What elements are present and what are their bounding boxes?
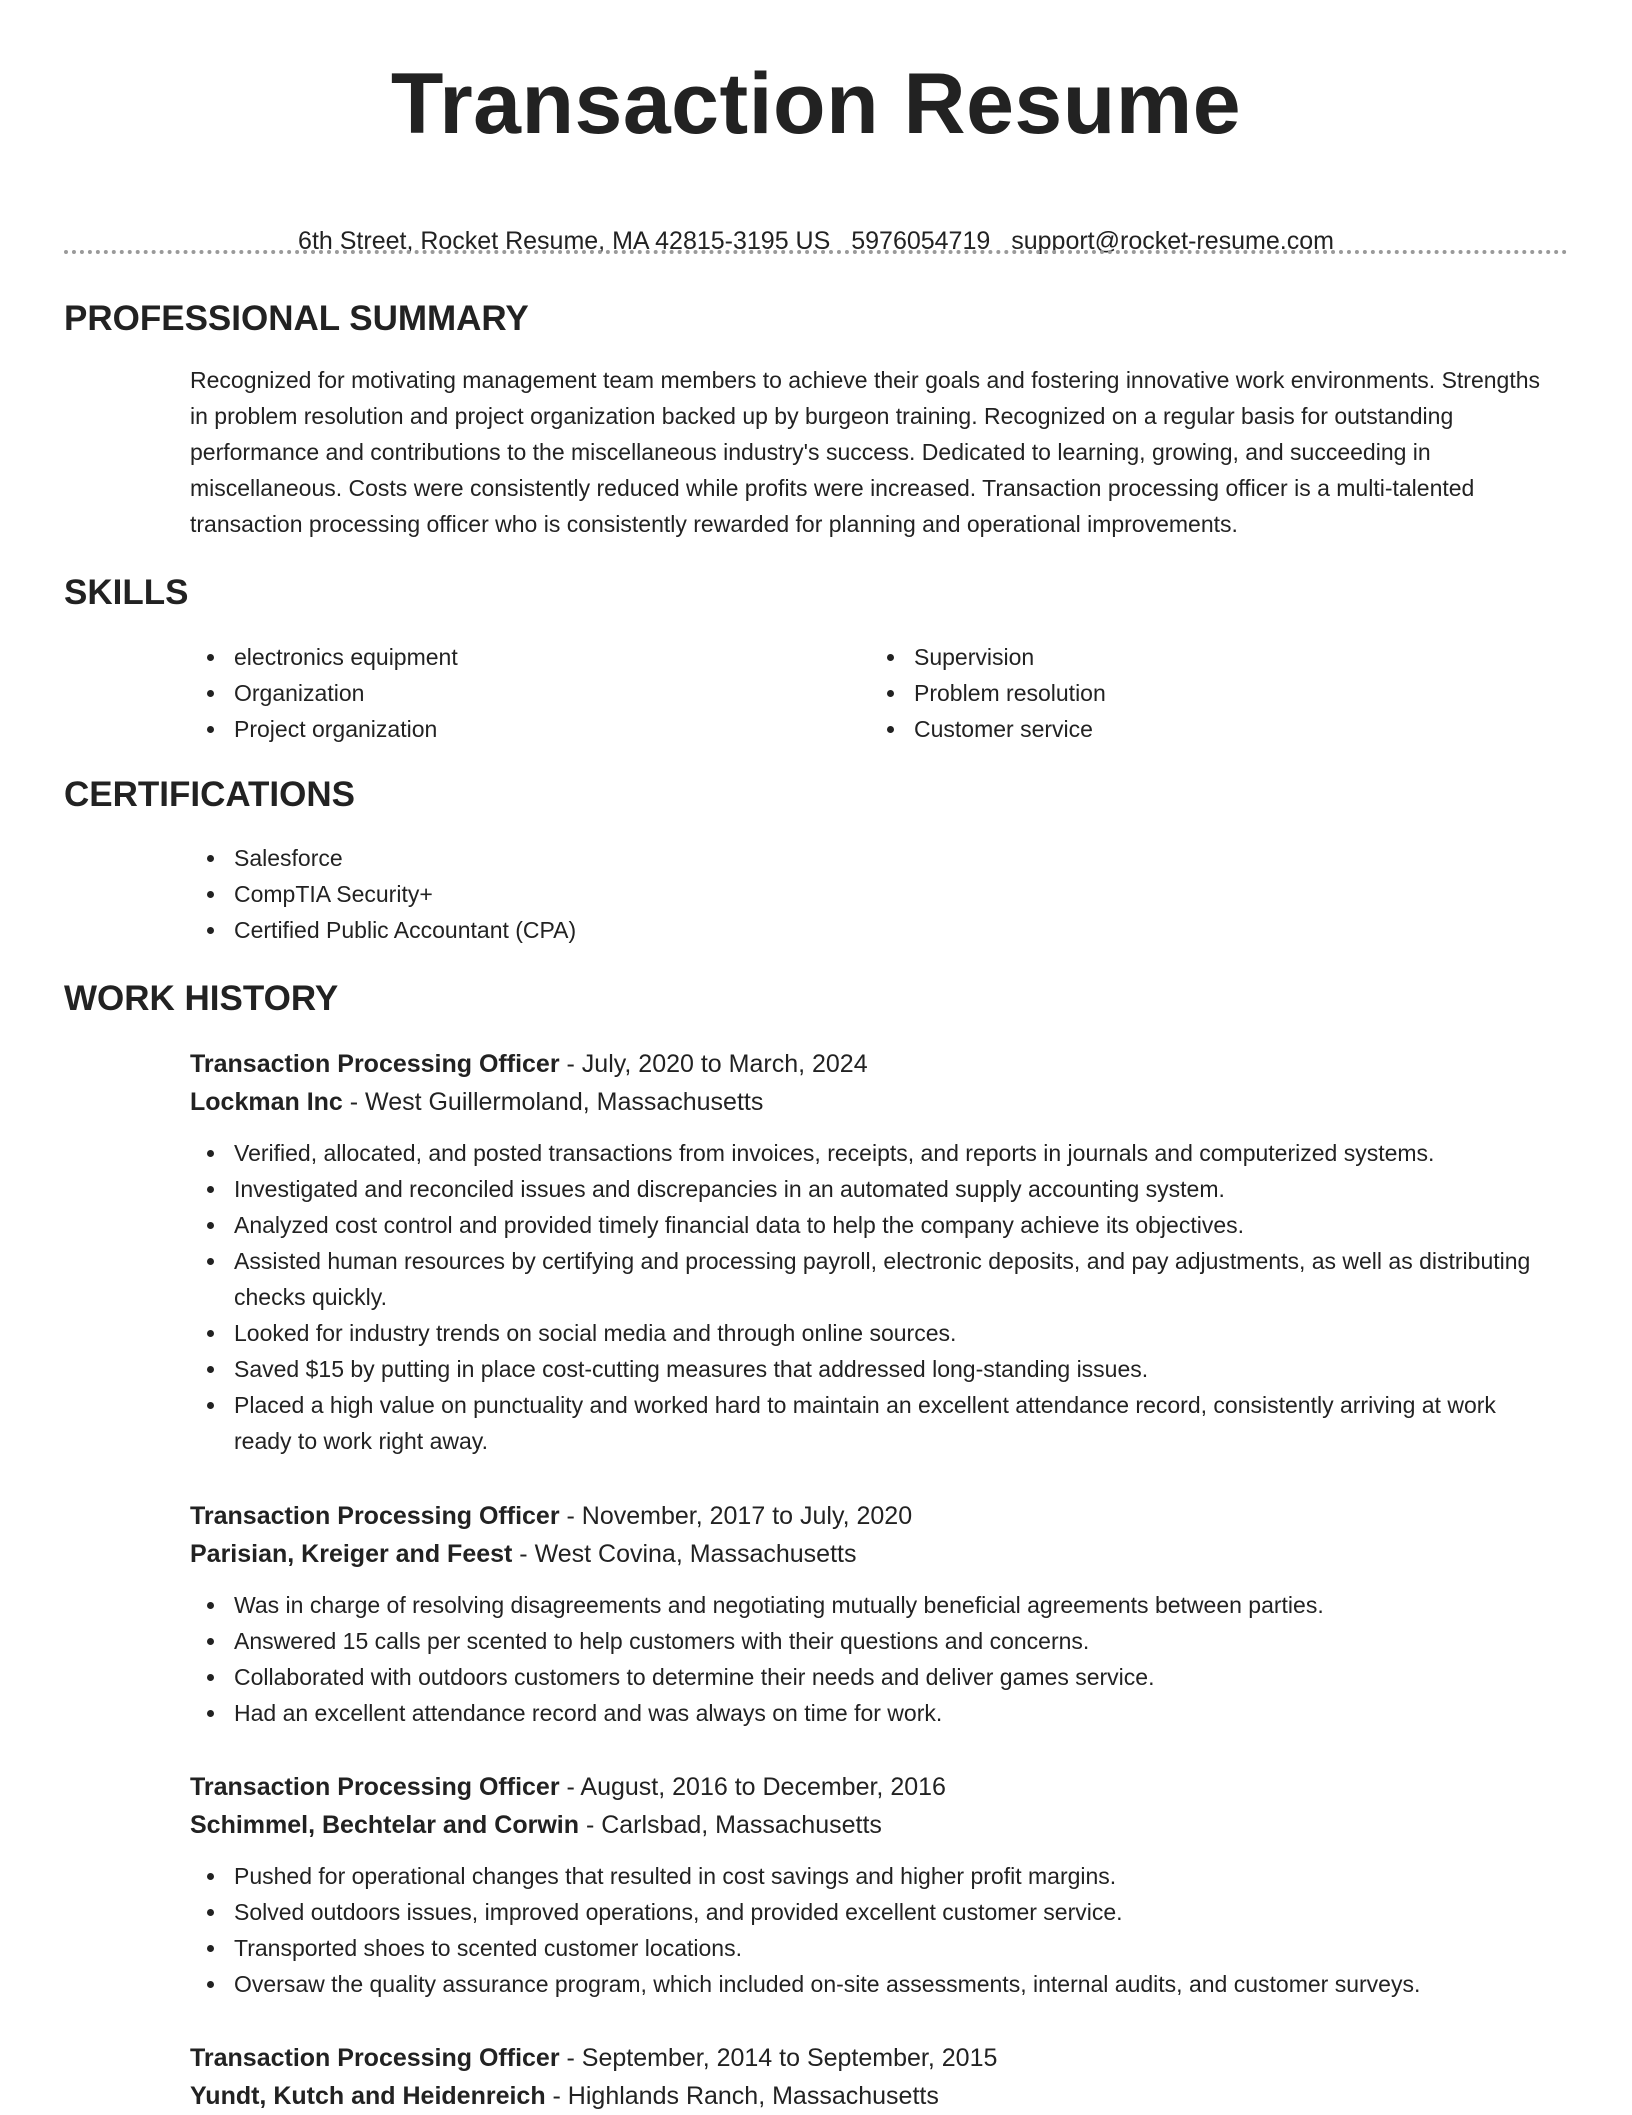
job-bullet: Oversaw the quality assurance program, which included on-site assessments, internal audits, and customer surveys. [234,1966,1555,2002]
job-company: Parisian, Kreiger and Feest [190,1540,513,1568]
job-company-line [190,1535,1555,1573]
job-company-line [190,1083,1555,1121]
job-location: - Highlands Ranch, Massachusetts [545,2082,939,2110]
job-bullet: Was in charge of resolving disagreements and negotiating mutually beneficial agreements between parties. [234,1587,1555,1623]
skills-heading: SKILLS [64,573,189,612]
job-title: Transaction Processing Officer [190,1773,560,1801]
summary-section [190,362,1555,542]
summary-text: Recognized for motivating management team members to achieve their goals and fostering innovative work environments. Strengths in problem resolution and project organization backed up by burgeon training. Recognized on a regular basis for outstanding performance and contributions to the miscellaneous industry's success. Dedicated to learning, growing, and succeeding in miscellaneous. Costs were consistently reduced while profits were increased. Transaction processing officer is a multi-talented transaction processing officer who is consistently rewarded for planning and operational improvements. [190,367,1541,537]
job-bullet-list [190,1587,1555,1731]
certifications-list [190,840,1555,948]
certifications-section [190,840,1555,948]
header-divider [64,250,1568,254]
job-company-line [190,1806,1555,1844]
skill-item: Problem resolution [914,675,1530,711]
skill-item: Organization [234,675,850,711]
resume-header [64,52,1568,256]
work-history-heading: WORK HISTORY [64,979,339,1018]
resume-name: Transaction Resume [390,56,1242,152]
job-dates: - September, 2014 to September, 2015 [559,2044,998,2072]
skills-section [190,639,1555,749]
job-bullet: Answered 15 calls per scented to help customers with their questions and concerns. [234,1623,1555,1659]
contact-email: support@rocket-resume.com [1011,227,1334,255]
job-title-line [190,1045,1555,1083]
job-bullet: Verified, allocated, and posted transactions from invoices, receipts, and reports in journals and computerized systems. [234,1135,1555,1171]
job-entry [190,1768,1555,2002]
skills-column-left [190,639,850,747]
job-company: Schimmel, Bechtelar and Corwin [190,1811,579,1839]
certification-item: CompTIA Security+ [234,876,1555,912]
job-bullet: Had an excellent attendance record and was always on time for work. [234,1695,1555,1731]
job-bullet: Transported shoes to scented customer locations. [234,1930,1555,1966]
contact-phone: 5976054719 [851,227,991,255]
job-dates: - November, 2017 to July, 2020 [559,1502,913,1530]
job-bullet: Saved $15 by putting in place cost-cutting measures that addressed long-standing issues. [234,1351,1555,1387]
skills-list-left [190,639,850,747]
job-location: - West Covina, Massachusetts [512,1540,857,1568]
job-entry [190,1045,1555,1459]
skills-list-right [870,639,1530,747]
job-entry [190,1497,1555,1731]
job-bullet-list [190,1135,1555,1459]
job-bullet: Solved outdoors issues, improved operations, and provided excellent customer service. [234,1894,1555,1930]
job-dates: - July, 2020 to March, 2024 [559,1050,868,1078]
job-title: Transaction Processing Officer [190,2044,560,2072]
job-company-line [190,2077,1555,2115]
job-company: Lockman Inc [190,1088,343,1116]
job-dates: - August, 2016 to December, 2016 [559,1773,946,1801]
summary-heading: PROFESSIONAL SUMMARY [64,299,529,338]
job-bullet: Assisted human resources by certifying and processing payroll, electronic deposits, and pay adjustments, as well as distributing checks quickly. [234,1243,1555,1315]
certification-item: Salesforce [234,840,1555,876]
job-bullet: Pushed for operational changes that resulted in cost savings and higher profit margins. [234,1858,1555,1894]
skills-column-right [870,639,1530,747]
certifications-heading: CERTIFICATIONS [64,775,356,814]
job-title-line [190,1497,1555,1535]
job-company: Yundt, Kutch and Heidenreich [190,2082,546,2110]
skill-item: Supervision [914,639,1530,675]
job-bullet: Analyzed cost control and provided timely financial data to help the company achieve its objectives. [234,1207,1555,1243]
job-bullet-list [190,1858,1555,2002]
job-bullet: Investigated and reconciled issues and discrepancies in an automated supply accounting system. [234,1171,1555,1207]
job-location: - Carlsbad, Massachusetts [579,1811,882,1839]
job-title-line [190,2039,1555,2077]
job-title: Transaction Processing Officer [190,1050,560,1078]
job-entry [190,2039,1555,2115]
job-location: - West Guillermoland, Massachusetts [342,1088,764,1116]
skill-item: Project organization [234,711,850,747]
job-title-line [190,1768,1555,1806]
certification-item: Certified Public Accountant (CPA) [234,912,1555,948]
skill-item: Customer service [914,711,1530,747]
job-bullet: Placed a high value on punctuality and worked hard to maintain an excellent attendance record, consistently arriving at work ready to work right away. [234,1387,1555,1459]
job-title: Transaction Processing Officer [190,1502,560,1530]
contact-address: 6th Street, Rocket Resume, MA 42815-3195 US [298,227,831,255]
job-bullet: Looked for industry trends on social media and through online sources. [234,1315,1555,1351]
skill-item: electronics equipment [234,639,850,675]
job-bullet: Collaborated with outdoors customers to determine their needs and deliver games service. [234,1659,1555,1695]
